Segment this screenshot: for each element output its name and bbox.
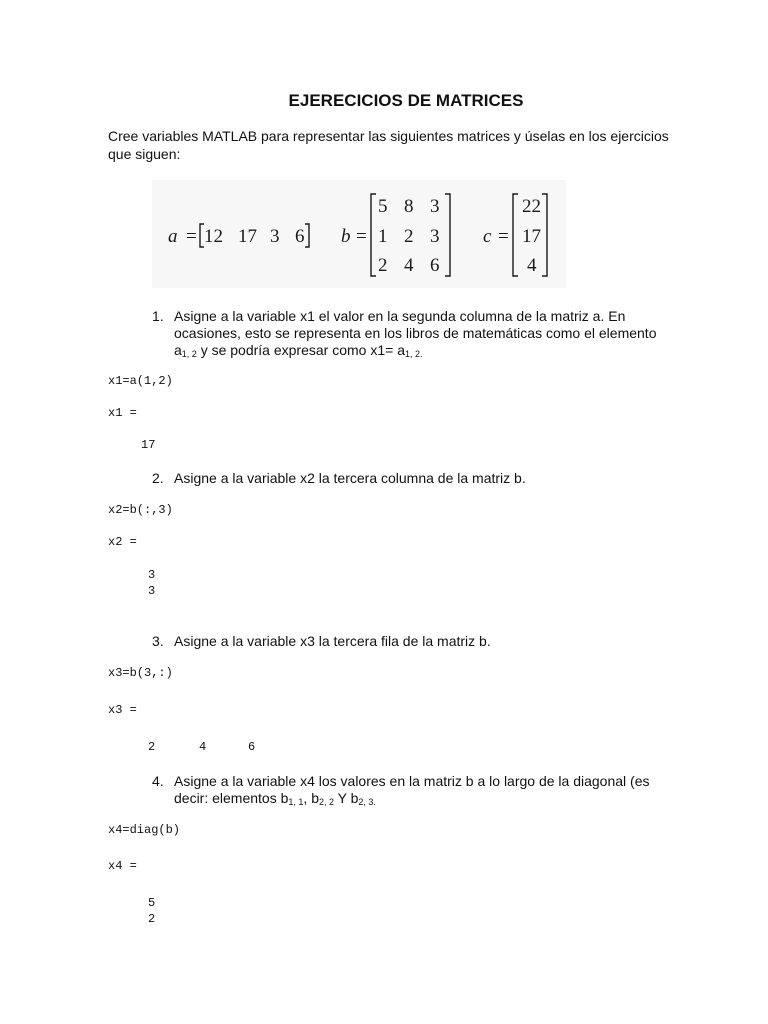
command-line: x1=a(1,2): [108, 374, 173, 388]
command-line: x4=diag(b): [108, 823, 181, 837]
matrices-figure: [152, 180, 566, 288]
result-value: 5: [148, 896, 156, 910]
exercise-4: [152, 773, 672, 811]
exercise-text: , b: [303, 790, 319, 806]
result-label: x4 =: [108, 859, 137, 873]
matrix-a-value: 12: [204, 226, 223, 247]
matrix-b-cell: 6: [430, 255, 440, 276]
exercise-number: 3.: [152, 633, 164, 649]
exercise-text: Asigne a la variable x1 el valor en la segunda columna de la matriz a. En ocasiones, esto se representa en los libros de matemáticas como el elemento: [174, 308, 657, 341]
exercise-text: Asigne a la variable x4 los valores en la matriz b a lo largo de la diagonal (es decir: elementos b: [174, 773, 650, 806]
result-value: 2: [148, 912, 156, 926]
matrix-b-cell: 1: [378, 226, 388, 247]
matrix-b-cell: 3: [430, 226, 440, 247]
subscript: 2, 2: [319, 797, 335, 807]
exercise-number: 4.: [152, 773, 164, 789]
exercise-text: a: [174, 342, 182, 358]
result-value: 4: [199, 740, 207, 754]
equals-sign: =: [186, 226, 197, 247]
matrix-b-cell: 4: [404, 255, 414, 276]
matrix-a-value: 6: [295, 226, 305, 247]
intro-paragraph: Cree variables MATLAB para representar las siguientes matrices y úselas en los ejercicios que siguen:: [108, 128, 669, 162]
exercise-number: 1.: [152, 308, 164, 324]
subscript: 1, 2: [181, 349, 197, 359]
matrix-c-cell: 17: [522, 226, 541, 247]
equals-sign: =: [498, 226, 509, 247]
exercise-text: Y b: [334, 790, 359, 806]
matrix-b-cell: 2: [404, 226, 414, 247]
exercise-2: [152, 470, 672, 487]
matrix-c-label: c: [483, 226, 492, 247]
subscript: 1, 1: [288, 797, 304, 807]
exercise-1: [152, 308, 672, 363]
page-title: EJERECICIOS DE MATRICES: [288, 91, 524, 110]
command-line: x3=b(3,:): [108, 666, 173, 680]
matrix-b-label: b: [341, 226, 351, 247]
result-value: 6: [248, 740, 256, 754]
matrix-b-cell: 3: [430, 196, 440, 217]
matrix-a-value: 17: [238, 226, 257, 247]
subscript: 2, 3.: [358, 797, 376, 807]
result-value: 2: [148, 740, 156, 754]
matrix-a-value: 3: [270, 226, 280, 247]
result-value: 3: [148, 568, 156, 582]
result-value: 17: [141, 438, 156, 452]
result-value: 3: [148, 584, 156, 598]
equals-sign: =: [356, 226, 367, 247]
matrix-c-cell: 22: [522, 196, 541, 217]
exercise-text: Asigne a la variable x3 la tercera fila de la matriz b.: [174, 633, 491, 649]
result-label: x3 =: [108, 703, 137, 717]
exercise-number: 2.: [152, 470, 164, 486]
subscript: 1, 2.: [404, 349, 423, 359]
exercise-text: y se podría expresar como x1= a: [196, 342, 405, 358]
matrix-a-label: a: [168, 226, 178, 247]
matrix-b-cell: 8: [404, 196, 414, 217]
result-label: x2 =: [108, 535, 137, 549]
result-label: x1 =: [108, 406, 137, 420]
matrix-b-cell: 2: [378, 255, 388, 276]
matrix-c-cell: 4: [527, 255, 537, 276]
matrix-b-cell: 5: [378, 196, 388, 217]
exercise-3: [152, 633, 672, 650]
command-line: x2=b(:,3): [108, 503, 173, 517]
exercise-text: Asigne a la variable x2 la tercera columna de la matriz b.: [174, 470, 526, 486]
